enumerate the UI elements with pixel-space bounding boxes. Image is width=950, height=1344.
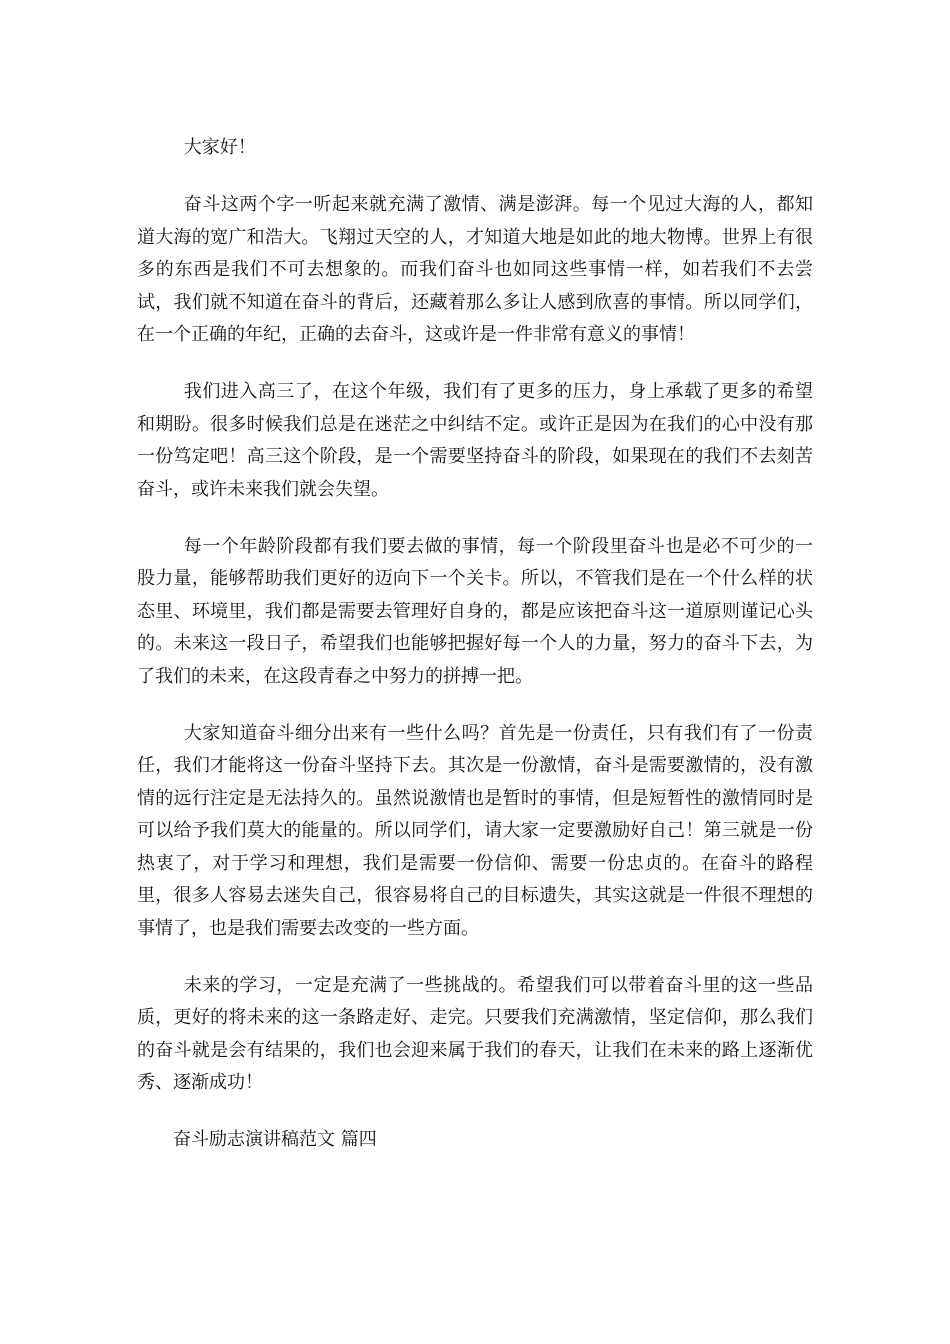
document-page xyxy=(137,132,813,1157)
paragraph-1: 奋斗这两个字一听起来就充满了激情、满是澎湃。每一个见过大海的人，都知道大海的宽广和浩大。飞翔过天空的人，才知道大地是如此的地大物博。世界上有很多的东西是我们不可去想象的。而我们奋斗也如同这些事情一样，如若我们不去尝试，我们就不知道在奋斗的背后，还藏着那么多让人感到欣喜的事情。所以同学们，在一个正确的年纪，正确的去奋斗，这或许是一件非常有意义的事情！ xyxy=(137,194,813,345)
paragraph-5: 未来的学习，一定是充满了一些挑战的。希望我们可以带着奋斗里的这一些品质，更好的将未来的这一条路走好、走完。只要我们充满激情，坚定信仰，那么我们的奋斗就是会有结果的，我们也会迎来属于我们的春天，让我们在未来的路上逐渐优秀、逐渐成功！ xyxy=(137,974,813,1093)
paragraph-3: 每一个年龄阶段都有我们要去做的事情，每一个阶段里奋斗也是必不可少的一股力量，能够帮助我们更好的迈向下一个关卡。所以，不管我们是在一个什么样的状态里、环境里，我们都是需要去管理好自身的，都是应该把奋斗这一道原则谨记心头的。未来这一段日子，希望我们也能够把握好每一个人的力量，努力的奋斗下去，为了我们的未来，在这段青春之中努力的拼搏一把。 xyxy=(137,535,813,687)
greeting-text: 大家好！ xyxy=(183,137,256,158)
paragraph-2: 我们进入高三了，在这个年级，我们有了更多的压力，身上承载了更多的希望和期盼。很多时候我们总是在迷茫之中纠结不定。或许正是因为在我们的心中没有那一份笃定吧！高三这个阶段，是一个需要坚持奋斗的阶段，如果现在的我们不去刻苦奋斗，或许未来我们就会失望。 xyxy=(137,381,813,500)
paragraph-4: 大家知道奋斗细分出来有一些什么吗？首先是一份责任，只有我们有了一份责任，我们才能将这一份奋斗坚持下去。其次是一份激情，奋斗是需要激情的，没有激情的远行注定是无法持久的。虽然说激情也是暂时的事情，但是短暂性的激情同时是可以给予我们莫大的能量的。所以同学们，请大家一定要激励好自己！第三就是一份热衷了，对于学习和理想，我们是需要一份信仰、需要一份忠贞的。在奋斗的路程里，很多人容易去迷失自己，很容易将自己的目标遗失，其实这就是一件很不理想的事情了，也是我们需要去改变的一些方面。 xyxy=(137,722,813,939)
section-title: 奋斗励志演讲稿范文 篇四 xyxy=(173,1129,377,1150)
